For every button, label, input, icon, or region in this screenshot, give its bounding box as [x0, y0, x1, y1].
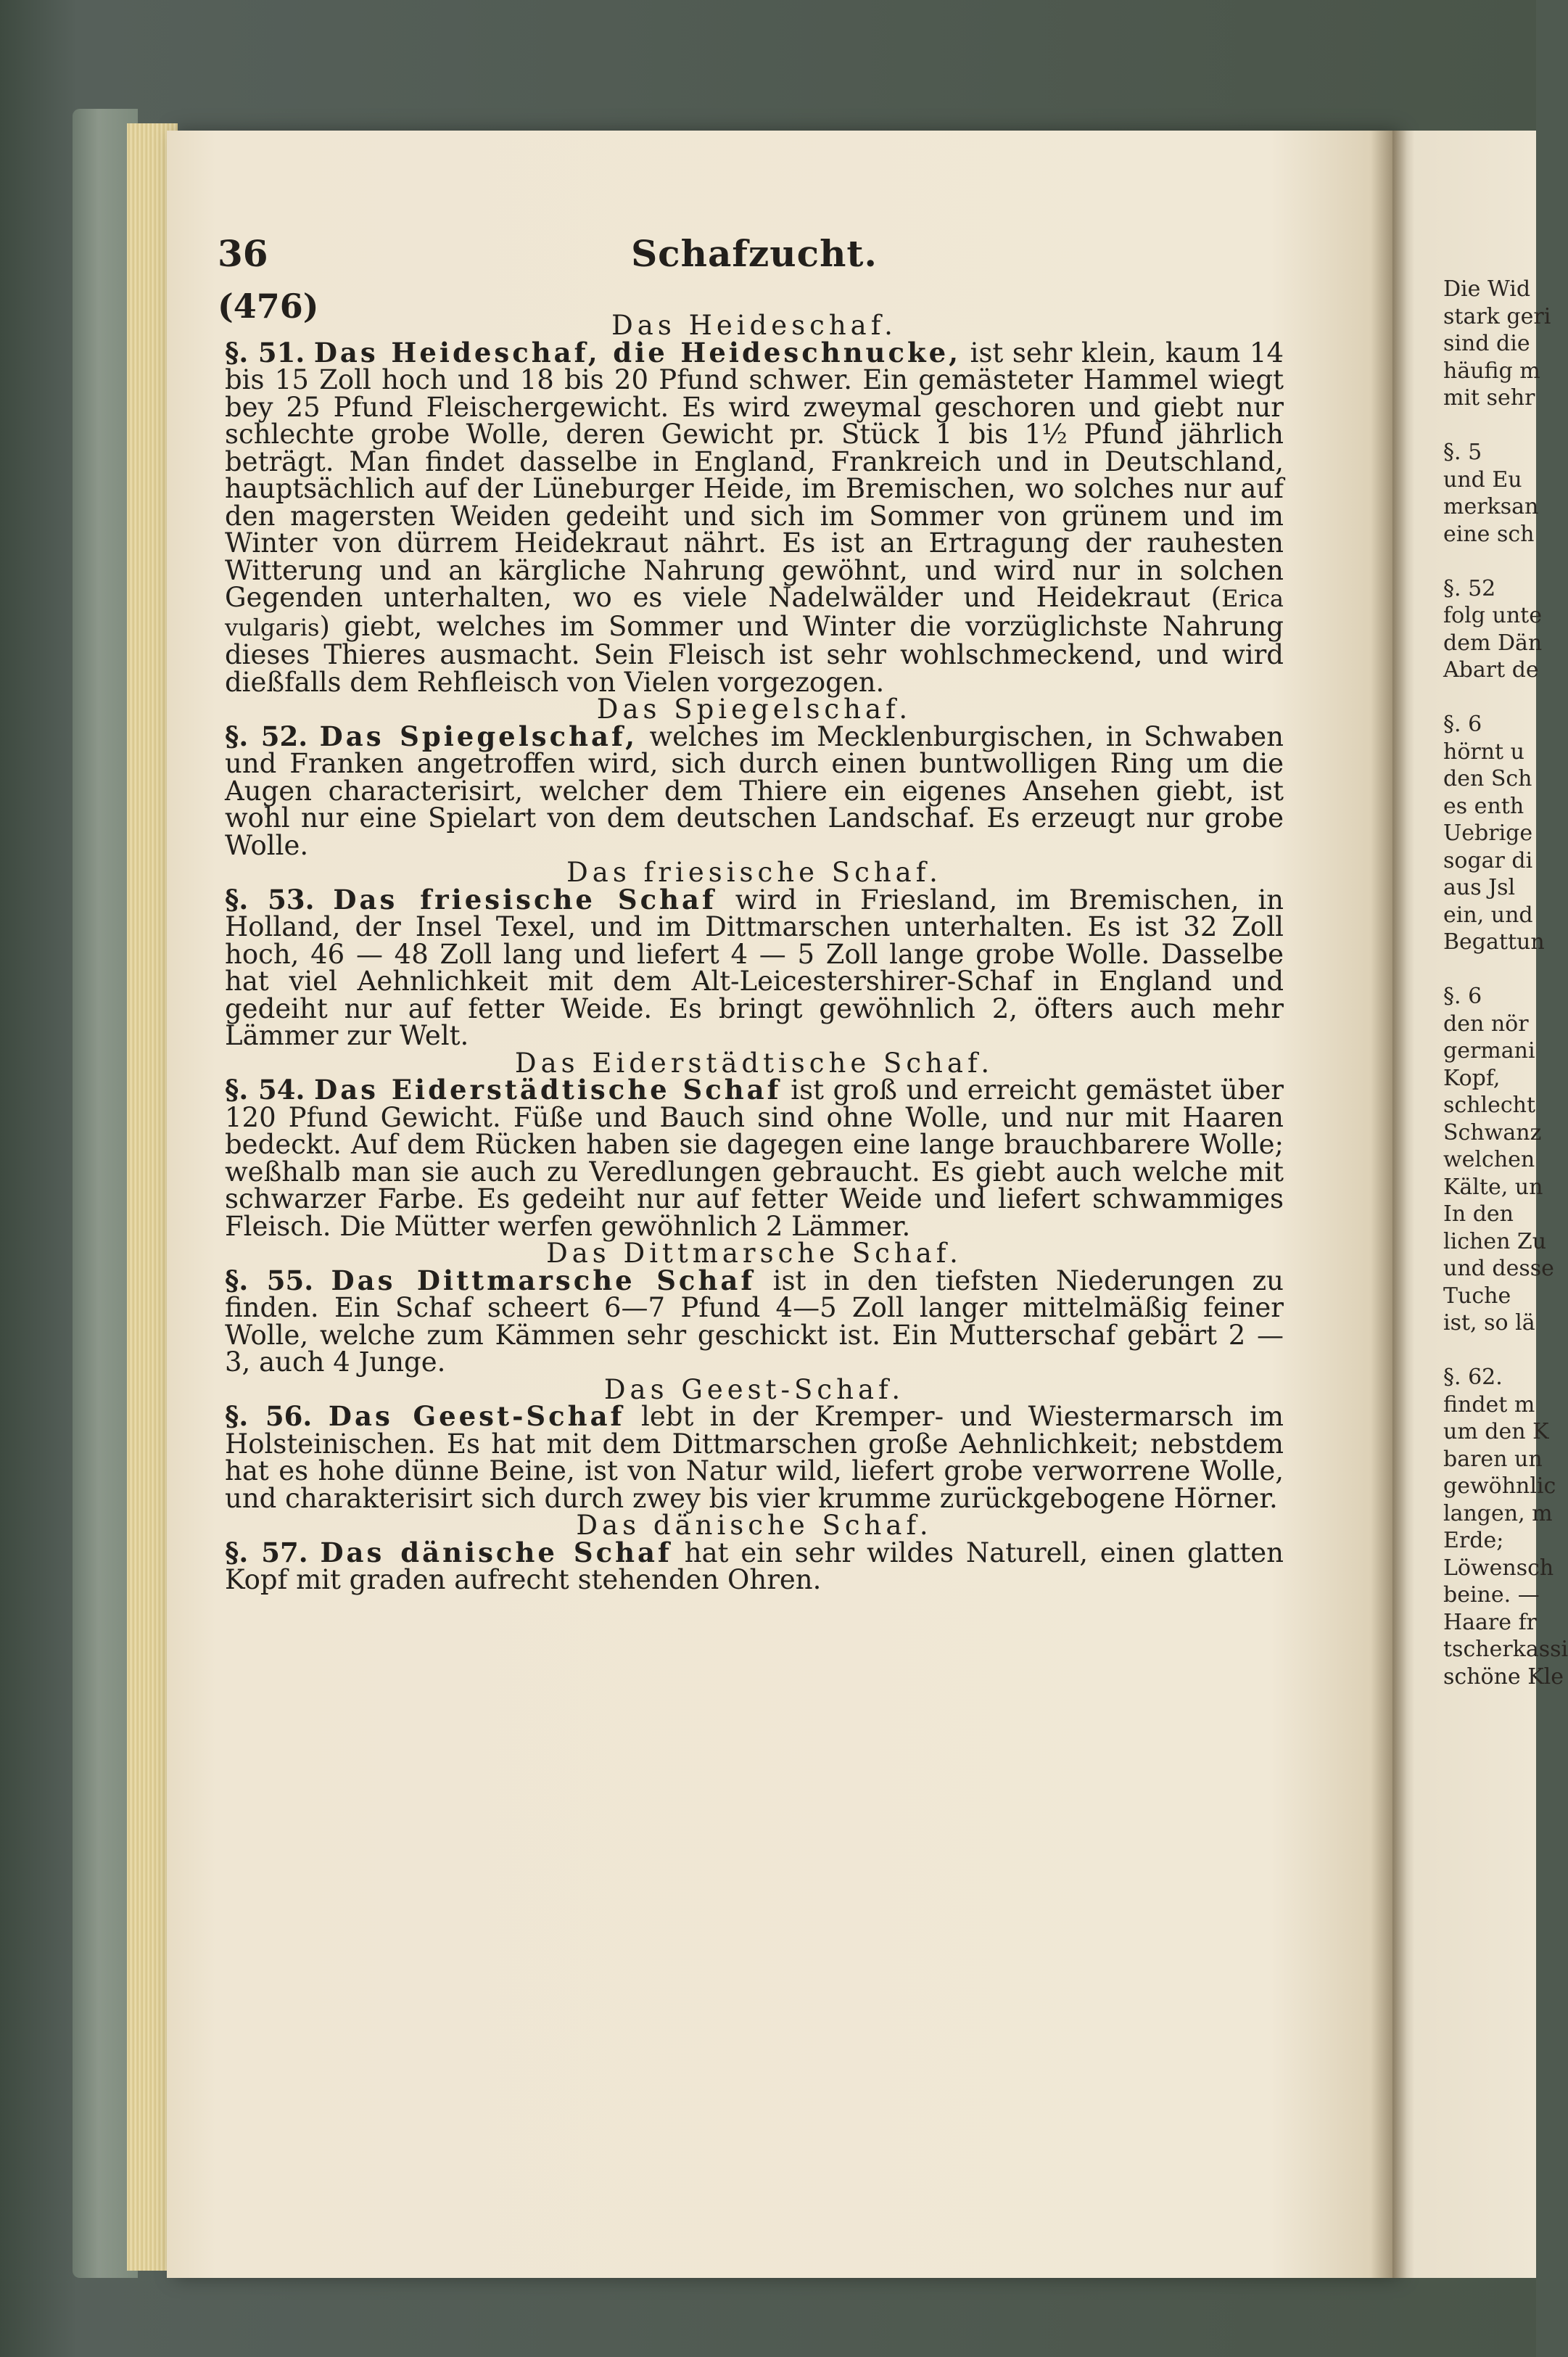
section-keyword: Das friesische Schaf: [333, 883, 717, 916]
section-paragraph: [225, 1074, 1284, 1242]
right-page-line: folg unte: [1443, 603, 1542, 628]
section-text: ist groß und erreicht gemästet über 120 Pfund Gewicht. Füße und Bauch sind ohne Wolle, und nur mit Haaren bedeckt. Auf dem Rücken haben sie dagegen eine lange brauchbarere Wolle; weßhalb man sie auch zu Veredlungen gebraucht. Es giebt auch welche mit schwarzer Farbe. Es gedeiht nur auf fetter Weide und liefert schwammiges Fleisch. Die Mütter werfen gewöhnlich 2 Lämmer.: [225, 1074, 1284, 1242]
section-heading: Das dänische Schaf.: [576, 1510, 933, 1541]
section-mark: §. 55.: [225, 1264, 314, 1296]
section-paragraph: [225, 1536, 1284, 1595]
section-keyword: Das Spiegelschaf,: [319, 720, 638, 752]
right-page-line: §. 5: [1443, 440, 1482, 465]
right-page-line: Begattun: [1443, 929, 1545, 955]
running-head: Schafzucht.: [631, 232, 878, 275]
right-page-line: um den K: [1443, 1419, 1549, 1444]
right-page-line: Uebrige: [1443, 820, 1533, 846]
right-page-line: schöne Kle: [1443, 1663, 1564, 1690]
right-page-line: [1443, 1337, 1534, 1365]
section-text: lebt in der Kremper- und Wiestermarsch im Holsteinischen. Es hat mit dem Dittmarschen große Aehnlichkeit; nebstdem hat es hohe dünne Beine, ist von Natur wild, liefert grobe verworrene Wolle, und charakterisirt sich durch zwey bis vier krumme zurückgebogene Hörner.: [225, 1401, 1284, 1514]
section-text: hat ein sehr wildes Naturell, einen glatten Kopf mit graden aufrecht stehenden Ohren.: [225, 1537, 1284, 1595]
right-page-line: merksan: [1443, 494, 1539, 519]
right-page-line: [1443, 684, 1534, 712]
right-page-line: §. 6: [1443, 984, 1482, 1009]
right-page-line: ist, so lä: [1443, 1310, 1535, 1336]
right-page-line: Die Wid: [1443, 276, 1531, 302]
right-page-line: findet m: [1443, 1391, 1535, 1418]
right-page-line: Erde;: [1443, 1528, 1504, 1553]
page-number: 36: [218, 232, 268, 275]
page-body: [225, 312, 1284, 1594]
section-mark: §. 57.: [225, 1536, 308, 1568]
section-mark: §. 56.: [225, 1400, 313, 1432]
page-header: [218, 232, 1291, 290]
right-page-line: §. 52: [1443, 575, 1496, 601]
right-page-line: beine. —: [1443, 1582, 1540, 1608]
right-page-line: [1443, 956, 1534, 984]
signature-mark: (476): [218, 287, 319, 326]
section-keyword: Das Eiderstädtische Schaf: [314, 1074, 782, 1106]
right-page-line: den Sch: [1443, 766, 1532, 791]
section-keyword: Das Heideschaf, die Heideschnucke,: [313, 336, 962, 369]
section-mark: §. 54.: [225, 1074, 305, 1106]
section-keyword: Das dänische Schaf: [320, 1536, 672, 1568]
right-page-line: Abart de: [1443, 657, 1539, 683]
right-page-line: §. 6: [1443, 712, 1482, 737]
section-keyword: Das Geest-Schaf: [328, 1400, 625, 1432]
section-paragraph: [225, 1264, 1284, 1378]
right-page-line: Kopf,: [1443, 1065, 1501, 1091]
section-heading: Das Spiegelschaf.: [596, 694, 912, 725]
right-page-line: sind die: [1443, 331, 1530, 356]
right-page-line: es enth: [1443, 793, 1524, 819]
latin-term: Erica vulgaris: [225, 585, 1284, 641]
right-page-line: und Eu: [1443, 466, 1522, 493]
section-paragraph: [225, 720, 1284, 861]
section-mark: §. 53.: [225, 883, 315, 916]
right-page-line: eine sch: [1443, 521, 1535, 547]
right-page-line: tscherkassi: [1443, 1637, 1568, 1662]
right-page-line: häufig m: [1443, 358, 1540, 384]
right-page-line: schlecht: [1443, 1093, 1536, 1118]
right-page-line: hörnt u: [1443, 739, 1524, 765]
right-page-line: Schwanz: [1443, 1119, 1542, 1145]
section-mark: §. 51.: [225, 336, 305, 369]
right-page-line: sogar di: [1443, 847, 1533, 873]
right-page-line: stark geri: [1443, 303, 1551, 329]
section-text: ) giebt, welches im Sommer und Winter die vorzüglichste Nahrung dieses Thieres ausmacht. Sein Fleisch ist sehr wohlschmeckend, und wird dießfalls dem Rehfleisch von Vielen vorgezogen.: [225, 610, 1284, 698]
section-paragraph: [225, 1400, 1284, 1514]
right-page-line: §. 62.: [1443, 1365, 1503, 1390]
section-mark: §. 52.: [225, 720, 308, 752]
section-keyword: Das Dittmarsche Schaf: [331, 1264, 756, 1296]
section-heading: Das Geest-Schaf.: [603, 1373, 905, 1405]
section-heading: Das Heideschaf.: [611, 310, 897, 341]
right-page-line: germani: [1443, 1038, 1535, 1064]
section-text: welches im Mecklenburgischen, in Schwaben und Franken angetroffen wird, sich durch einen buntwolligen Ring um die Augen characterisirt, welcher dem Thiere ein eigenes Ansehen giebt, ist wohl nur eine Spielart von dem deutschen Landschaf. Es erzeugt nur grobe Wolle.: [225, 720, 1284, 861]
right-page-line: Tuche: [1443, 1283, 1511, 1309]
right-page-line: welchen: [1443, 1147, 1535, 1172]
right-page-line: In den: [1443, 1201, 1514, 1227]
right-page-line: den nör: [1443, 1011, 1529, 1037]
right-page-line: [1443, 548, 1534, 575]
right-page-line: baren un: [1443, 1446, 1543, 1472]
section-heading: Das Dittmarsche Schaf.: [546, 1238, 962, 1269]
book-gutter: [1371, 131, 1414, 2278]
right-page-line: aus Jsl: [1443, 875, 1516, 900]
section-text: wird in Friesland, im Bremischen, in Holland, der Insel Texel, und im Dittmarschen unterhalten. Es ist 32 Zoll hoch, 46 — 48 Zoll lang und liefert 4 — 5 Zoll lange grobe Wolle. Dasselbe hat viel Aehnlichkeit mit dem Alt-Leicestershirer-Schaf in England und gedeiht nur auf fetter Weide. Es bringt gewöhnlich 2, öfters auch mehr Lämmer zur Welt.: [225, 884, 1284, 1051]
right-page-line: lichen Zu: [1443, 1228, 1547, 1254]
right-page-line: mit sehr: [1443, 385, 1535, 411]
right-page-line: langen, m: [1443, 1500, 1553, 1526]
section-heading: Das Eiderstädtische Schaf.: [514, 1047, 994, 1079]
section-text: ist in den tiefsten Niederungen zu finden. Ein Schaf scheert 6—7 Pfund 4—5 Zoll langer mittelmäßig feiner Wolle, welche zum Kämmen sehr geschickt ist. Ein Mutterschaf gebärt 2 — 3, auch 4 Junge.: [225, 1264, 1284, 1378]
right-page-line: und desse: [1443, 1256, 1554, 1281]
right-page-line: gewöhnlic: [1443, 1473, 1556, 1499]
right-page-line: Kälte, un: [1443, 1174, 1543, 1200]
right-page-line: [1443, 412, 1534, 440]
right-page-line: Löwensch: [1443, 1555, 1554, 1581]
section-paragraph: [225, 336, 1284, 698]
section-heading: Das friesische Schaf.: [566, 857, 942, 888]
right-page-line: ein, und: [1443, 902, 1533, 928]
section-text: ist sehr klein, kaum 14 bis 15 Zoll hoch und 18 bis 20 Pfund schwer. Ein gemästeter Hammel wiegt bey 25 Pfund Fleischergewicht. Es wird zweymal geschoren und giebt nur schlechte grobe Wolle, deren Gewicht pr. Stück 1 bis 1½ Pfund jährlich beträgt. Man findet dasselbe in England, Frankreich und in Deutschland, hauptsächlich auf der Lüneburger Heide, im Bremischen, wo solches nur auf den magersten Weiden gedeiht und sich im Sommer von grünem und im Winter von dürrem Heidekraut nährt. Es ist an Ertragung der rauhesten Witterung und an kärgliche Nahrung gewöhnt, und wird nur in solchen Gegenden unterhalten, wo es viele Nadelwälder und Heidekraut (: [225, 337, 1284, 613]
right-page-text-fragments: [1443, 276, 1568, 1690]
section-paragraph: [225, 883, 1284, 1051]
right-page-line: dem Dän: [1443, 630, 1543, 656]
right-page-line: Haare fr: [1443, 1609, 1538, 1635]
